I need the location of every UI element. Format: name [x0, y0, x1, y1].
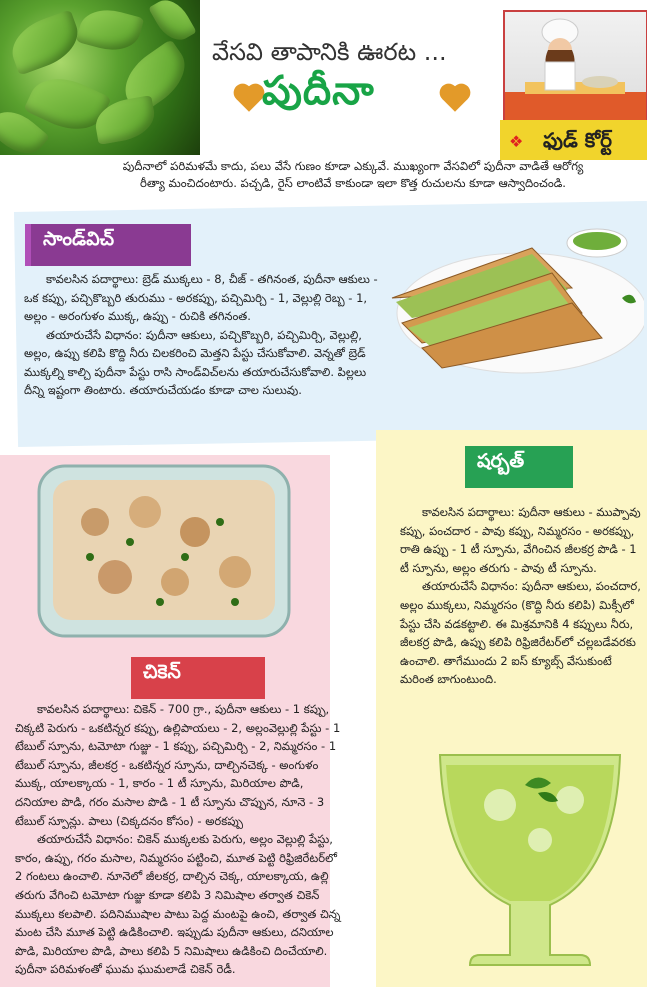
mint-leaves-photo: [0, 0, 200, 155]
header-tagline: వేసవి తాపానికి ఊరట ...: [212, 38, 447, 66]
chef-doll-photo: [503, 10, 647, 122]
chicken-ingredients: కావలసిన పదార్థాలు: చికెన్ - 700 గ్రా., పుదీనా ఆకులు - 1 కప్పు, చిక్కటి పెరుగు - ఒకటిన్నర కప్పు, ఉల్లిపాయలు - 2, అల్లంవెల్లుల్లి పేస్టు - 1 టేబుల్ స్పూను, టమోటా గుజ్జు - 1 కప్పు, పచ్చిమిర్చి - 2, నిమ్మరసం - 1 టేబుల్ స్పూను, జీలకర్ర - ఒకటిన్నర స్పూను, దాల్చినచెక్క - అంగుళం ముక్క, యాలక్కాయ - 1, కారం - 1 టీ స్పూను, మిరియాల పొడి, దనియాల పొడి, గరం మసాల పొడి - 1 టీ స్పూను చొప్పున, నూనె - 3 టేబుల్ స్పూన్లు. పాలు (చిక్కదనం కోసం) - అరకప్పు: [15, 702, 341, 828]
heart-icon: [236, 86, 261, 111]
sharbat-method: తయారుచేసే విధానం: పుదీనా ఆకులు, పంచదార, అల్లం ముక్కలు, నిమ్మరసం (కొద్ది నీరు కలిపి) మిక్సీలో పేస్టు చేసి వడకట్టాలి. ఈ మిశ్రమానికి 4 కప్పులు నీరు, జీలకర్ర పొడి, ఉప్పు కలిపి రిఫ్రిజిరేటర్‌లో చల్లబడేవరకు ఉంచాలి. తాగేముందు 2 ఐస్ క్యూబ్స్ వేసుకుంటే మరింత బాగుంటుంది.: [400, 579, 641, 687]
heart-icon: [442, 86, 467, 111]
sharbat-ingredients: కావలసిన పదార్థాలు: పుదీనా ఆకులు - ముప్పావు కప్పు, పంచదార - పావు కప్పు, నిమ్మరసం - అరకప్పు, రాతి ఉప్పు - 1 టీ స్పూను, వేగించిన జీలకర్ర పొడి - 1 టీ స్పూను, అల్లం తరుగు - పావు టీ స్పూను.: [400, 505, 641, 575]
sandwich-recipe: [24, 270, 379, 400]
chicken-recipe: [15, 700, 347, 979]
sharbat-recipe: [400, 503, 642, 689]
sandwich-ingredients: కావలసిన పదార్థాలు: బ్రెడ్ ముక్కలు - 8, చీజ్ - తగినంత, పుదీనా ఆకులు - ఒక కప్పు, పచ్చికొబ్బరి తురుము - అరకప్పు, పచ్చిమిర్చి - 1, వెల్లుల్లి రెబ్బ - 1, అల్లం - అరంగుళం ముక్క, ఉప్పు - రుచికి తగినంత.: [24, 272, 378, 323]
column-name: ఫుడ్ కోర్ట్: [543, 128, 613, 152]
chicken-method: తయారుచేసే విధానం: చికెన్ ముక్కలకు పెరుగు, అల్లం వెల్లుల్లి పేస్టు, కారం, ఉప్పు, గరం మసాల, నిమ్మరసం పట్టించి, మూత పెట్టి రిఫ్రిజిరేటర్‌లో 2 గంటలు ఉంచాలి. నూనెలో జీలకర్ర, దాల్చిన చెక్క, యాలక్కాయ, ఉల్లి తరుగు వేగించి టమోటా గుజ్జు కూడా కలిపి 3 నిమిషాల తర్వాత చికెన్ ముక్కలు కలపాలి. పదినిముషాల పాటు పెద్ద మంటపై ఉంచి, తర్వాత చిన్న మంట చేసి మూత పెట్టి ఉడికించాలి. ఇప్పుడు పుదీనా ఆకులు, దనియాల పొడి, మిరియాల పొడి, పాలు కలిపి 5 నిమిషాలు ఉడికించి దించేయాలి. పుదీనా పరిమళంతో ఘుమ ఘుమలాడే చికెన్ రెడీ.: [15, 832, 341, 977]
intro-text: పుదీనాలో పరిమళమే కాదు, పలు వేసే గుణం కూడా ఎక్కువే. ముఖ్యంగా వేసవిలో పుదీనా వాడితే ఆరోగ్య రీత్యా మంచిదంటారు. పచ్చడి, రైస్ లాంటివే కాకుండా ఇలా కొత్త రుచులను కూడా ఆస్వాదించండి.: [122, 159, 584, 190]
sandwich-photo: [382, 218, 644, 376]
sharbat-label: షర్బత్: [465, 446, 573, 488]
ornament-icon: ❖: [509, 132, 524, 151]
sandwich-label: సాండ్‌విచ్: [25, 224, 191, 266]
chicken-dish-photo: [35, 462, 293, 640]
sandwich-method: తయారుచేసే విధానం: పుదీనా ఆకులు, పచ్చికొబ్బరి, పచ్చిమిర్చి, వెల్లుల్లి, అల్లం, ఉప్పు కలిపి కొద్ది నీరు చిలకరించి మెత్తని పేస్టు చేసుకోవాలి. వెన్నతో బ్రెడ్ ముక్కల్ని కాల్చి పుదీనా పేస్టు రాసి సాండ్‌విచ్‌లను తయారుచేసుకోవాలి. పిల్లలు దీన్ని ఇష్టంగా తింటారు. తయారుచేయడం కూడా చాల సులువు.: [24, 327, 367, 397]
sharbat-glass-photo: [430, 745, 630, 987]
chicken-label: చికెన్: [131, 657, 265, 699]
page-title: పుదీనా: [262, 68, 375, 114]
